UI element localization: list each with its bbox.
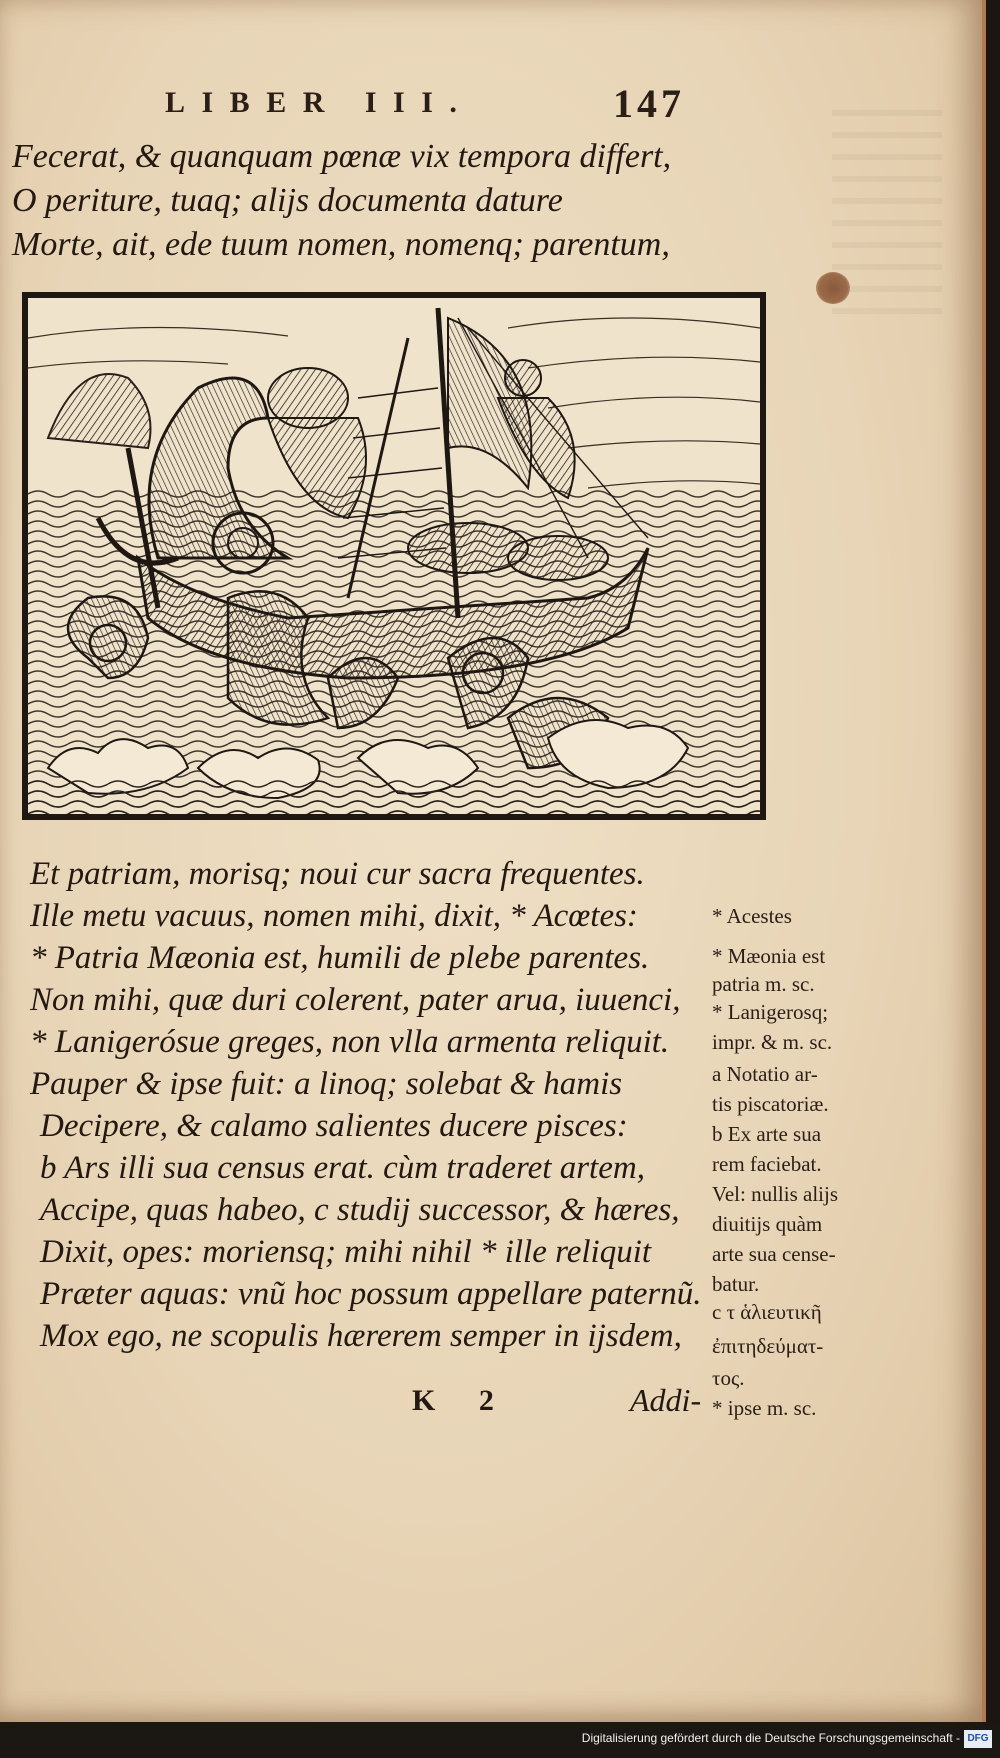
verse-line: Ille metu vacuus, nomen mihi, dixit, * Acœtes: bbox=[30, 898, 638, 934]
funding-credit: Digitalisierung gefördert durch die Deutsche Forschungsgemeinschaft - bbox=[581, 1731, 960, 1745]
signature-mark: K 2 bbox=[412, 1384, 512, 1417]
verse-line: b Ars illi sua census erat. cùm traderet artem, bbox=[40, 1150, 645, 1186]
margin-note: arte sua cense- bbox=[712, 1242, 836, 1266]
margin-note: diuitijs quàm bbox=[712, 1212, 823, 1236]
margin-note: c τ ἁλιευτικῆ bbox=[712, 1300, 822, 1324]
dfg-logo: DFG bbox=[964, 1730, 992, 1748]
page-header bbox=[165, 80, 685, 130]
catchword: Addi- bbox=[630, 1382, 702, 1418]
margin-note: patria m. sc. bbox=[712, 972, 815, 996]
digitization-footer bbox=[0, 1722, 1000, 1758]
verse-line: Pauper & ipse fuit: a linoq; solebat & hamis bbox=[30, 1066, 623, 1102]
running-head: LIBER III. bbox=[165, 86, 474, 119]
margin-note: * ipse m. sc. bbox=[712, 1396, 817, 1420]
verse-line: Præter aquas: vnũ hoc possum appellare paternũ. bbox=[40, 1276, 702, 1312]
show-through-text bbox=[832, 110, 942, 320]
margin-note: b Ex arte sua bbox=[712, 1122, 822, 1146]
margin-note: impr. & m. sc. bbox=[712, 1030, 833, 1054]
margin-note: a Notatio ar- bbox=[712, 1062, 818, 1086]
woodcut-illustration bbox=[22, 292, 766, 820]
verse-line: Non mihi, quæ duri colerent, pater arua, iuuenci, bbox=[30, 982, 681, 1018]
verse-line: O periture, tuaq; alijs documenta dature bbox=[12, 182, 563, 219]
verse-line: Fecerat, & quanquam pœnæ vix tempora differt, bbox=[12, 138, 672, 175]
woodcut-ship-sea-monsters-icon bbox=[28, 298, 760, 814]
verse-line: Dixit, opes: moriensq; mihi nihil * ille reliquit bbox=[40, 1234, 652, 1270]
margin-note: * Lanigerosq; bbox=[712, 1000, 829, 1024]
margin-note: ἐπιτηδεύματ- bbox=[712, 1334, 824, 1358]
verse-line: * Patria Mæonia est, humili de plebe parentes. bbox=[30, 940, 650, 976]
verse-line: Decipere, & calamo salientes ducere pisces: bbox=[40, 1108, 628, 1144]
verse-line: Accipe, quas habeo, c studij successor, & hæres, bbox=[40, 1192, 680, 1228]
margin-note: Vel: nullis alijs bbox=[712, 1182, 838, 1206]
verse-line: Mox ego, ne scopulis hærerem semper in ijsdem, bbox=[40, 1318, 682, 1354]
margin-note: tis piscatoriæ. bbox=[712, 1092, 829, 1116]
margin-note: * Mæonia est bbox=[712, 944, 826, 968]
margin-note: τος. bbox=[712, 1366, 745, 1390]
margin-note: rem faciebat. bbox=[712, 1152, 822, 1176]
page-number: 147 bbox=[613, 81, 685, 126]
verse-line: Et patriam, morisq; noui cur sacra frequentes. bbox=[30, 856, 645, 892]
margin-note: batur. bbox=[712, 1272, 760, 1296]
margin-note: * Acestes bbox=[712, 904, 792, 928]
verse-line: Morte, ait, ede tuum nomen, nomenq; parentum, bbox=[12, 226, 670, 263]
verse-line: * Lanigerósue greges, non vlla armenta reliquit. bbox=[30, 1024, 670, 1060]
